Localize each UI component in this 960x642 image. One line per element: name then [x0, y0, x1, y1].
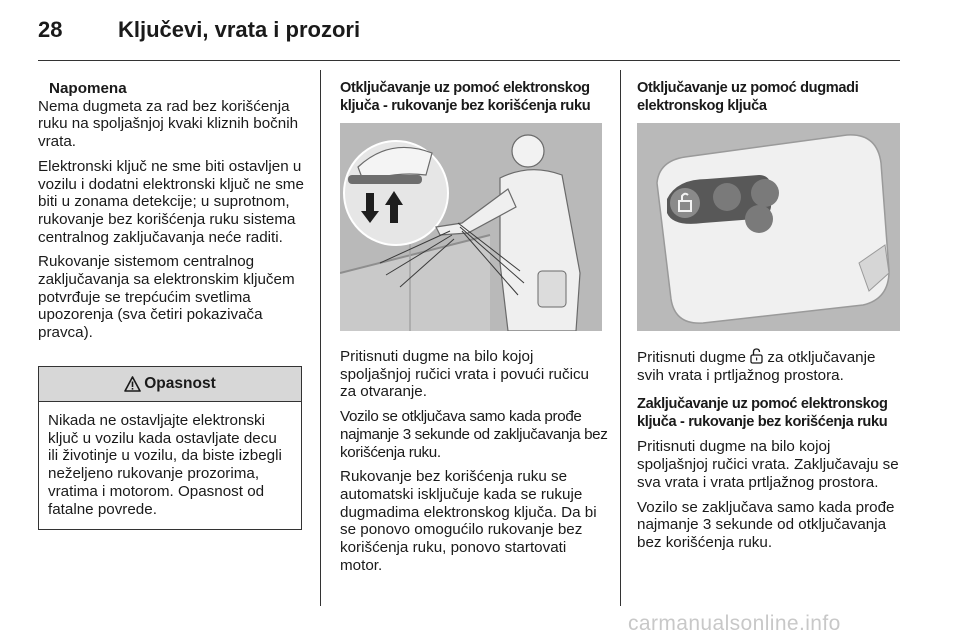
electronic-key-illustration	[637, 123, 900, 331]
right-column	[637, 80, 899, 122]
paragraph	[637, 348, 899, 384]
paragraph-start: Pritisnuti dugme	[637, 349, 746, 366]
page-title: Ključevi, vrata i prozori	[118, 17, 361, 42]
paragraph: Rukovanje bez korišćenja ruku se automatski isključuje kada se rukuje dugmadima elektronskog ključa. Da bi se ponovo omogućilo rukovanje bez korišćenja ruku, ponovo startovati motor.	[340, 468, 597, 574]
middle-column-text	[340, 348, 608, 581]
paragraph: Vozilo se zaključava samo kada prođe najmanje 3 sekunde od otključavanja bez korišćenja ruku.	[637, 498, 895, 551]
warning-triangle-icon	[124, 376, 141, 392]
column-divider	[320, 70, 321, 606]
hands-free-unlock-illustration	[340, 123, 602, 331]
section-heading: Zaključavanje uz pomoć elektronskog ključa - rukovanje bez korišćenja ruku	[637, 396, 888, 430]
section-heading: Otključavanje uz pomoć dugmadi elektronskog ključa	[637, 80, 859, 114]
right-column-text	[637, 348, 899, 559]
watermark: carmanualsonline.info	[628, 612, 841, 635]
note-heading: Napomena	[49, 80, 127, 97]
note-text: Nema dugmeta za rad bez korišćenja ruku na spoljašnjoj kvaki kliznih bočnih vrata.	[38, 97, 299, 151]
warning-text: Nikada ne ostavljajte elektronski ključ u vozilu kada ostavljate decu ili životinje u vozilu, da biste izbegli neželjeno rukovanje prozorima, vratima i motorom. Opasnost od fatalne povrede.	[48, 412, 282, 518]
paragraph: Pritisnuti dugme na bilo kojoj spoljašnjoj ručici vrata i povući ručicu za otvaranje.	[340, 348, 590, 401]
paragraph-end: za otključavanje svih vrata i prtljažnog prostora.	[637, 349, 876, 384]
unlock-padlock-icon	[750, 348, 763, 364]
warning-box	[38, 366, 302, 530]
page-number: 28	[38, 17, 63, 42]
middle-column	[340, 80, 608, 122]
left-column	[38, 80, 308, 349]
warning-header	[39, 367, 301, 402]
section-heading: Otključavanje uz pomoć elektronskog ključa - rukovanje bez korišćenja ruku	[340, 80, 591, 114]
paragraph: Elektronski ključ ne sme biti ostavljen u vozilu i dodatni elektronski ključ ne sme biti u zonama detekcije; u suprotnom, rukovanje bez korišćenja ruku sistema centralnog zaključavanja neće raditi.	[38, 157, 304, 246]
paragraph: Pritisnuti dugme na bilo kojoj spoljašnjoj ručici vrata. Zaključavaju se sva vrata i vrata prtljažnog prostora.	[637, 438, 899, 491]
paragraph: Rukovanje sistemom centralnog zaključavanja sa elektronskim ključem potvrđuje se trepćućim svetlima upozorenja (sva četiri pokazivača pravca).	[38, 253, 295, 342]
warning-title: Opasnost	[144, 375, 216, 392]
header-rule	[38, 60, 900, 61]
column-divider	[620, 70, 621, 606]
paragraph: Vozilo se otključava samo kada prođe najmanje 3 sekunde od zaključavanja bez korišćenja ruku.	[340, 408, 608, 461]
